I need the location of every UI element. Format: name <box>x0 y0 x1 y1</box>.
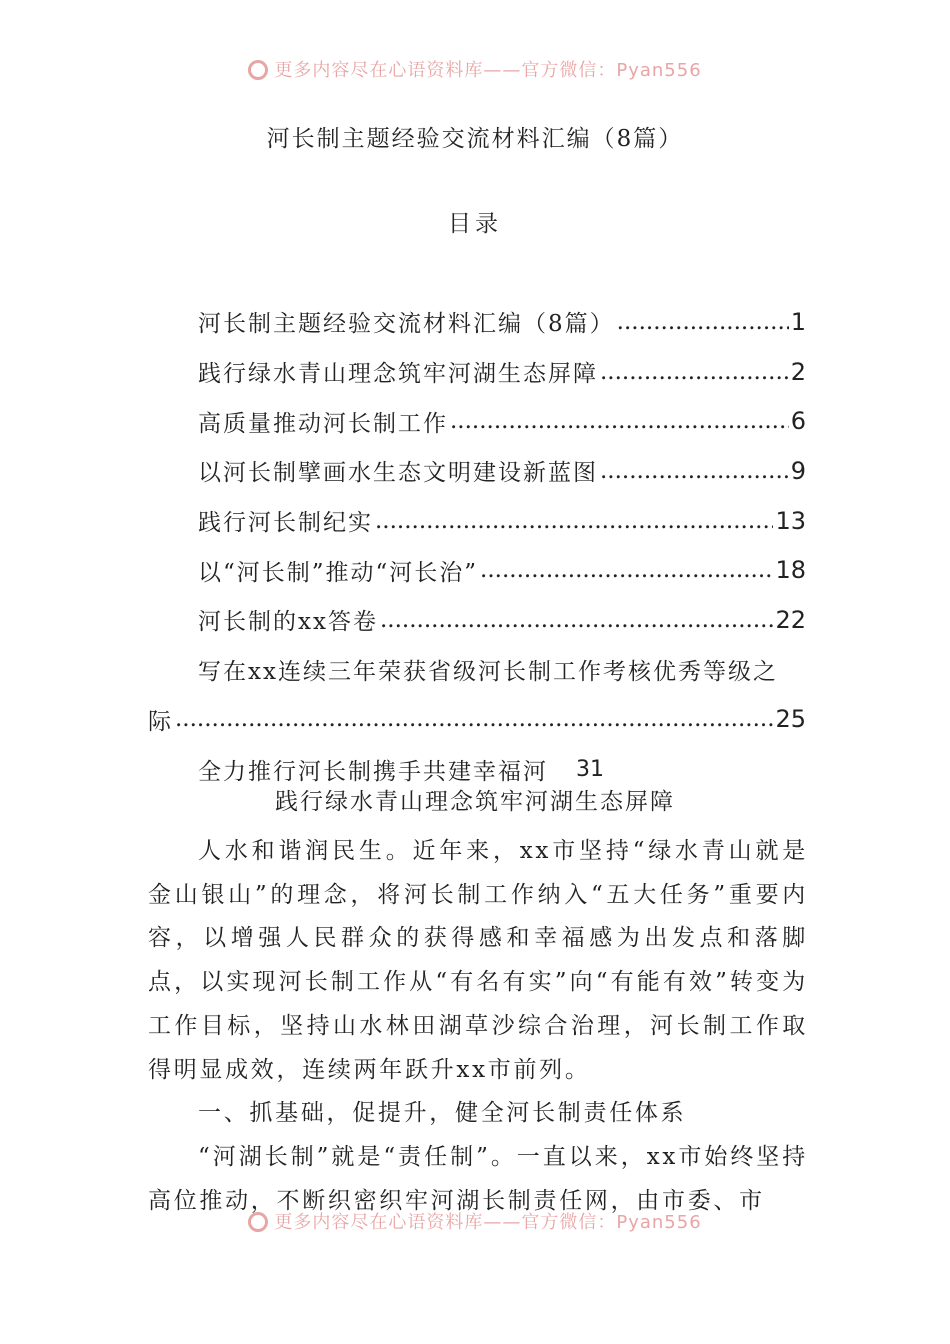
toc-entry-title-continued: 际 <box>148 708 173 735</box>
dot-leader <box>617 309 789 335</box>
dot-leader <box>380 607 774 633</box>
paragraph: “河湖长制”就是“责任制”。一直以来，xx市始终坚持高位推动，不断织密织牢河湖长制责任网，由市委、市 <box>148 1143 808 1214</box>
toc-entry-title: 河长制主题经验交流材料汇编（8篇） <box>198 311 615 338</box>
dot-leader <box>600 359 789 385</box>
toc-entry[interactable] <box>148 545 806 595</box>
body-text <box>148 830 808 1223</box>
watermark-text: 更多内容尽在心语资料库——官方微信：Pyan556 <box>274 60 702 81</box>
toc-entry-page: 31 <box>576 756 604 782</box>
toc-entry-title: 践行绿水青山理念筑牢河湖生态屏障 <box>198 361 598 388</box>
toc-entry-page: 2 <box>790 357 806 386</box>
watermark-top <box>0 56 950 82</box>
section-title: 践行绿水青山理念筑牢河湖生态屏障 <box>275 789 675 815</box>
toc-entry-page: 9 <box>790 456 806 485</box>
toc-entry-title: 以“河长制”推动“河长治” <box>198 559 479 586</box>
toc-entry-title: 全力推行河长制携手共建幸福河 <box>198 758 548 785</box>
toc-entry-title: 践行河长制纪实 <box>198 510 373 537</box>
toc-entry-title: 写在xx连续三年荣获省级河长制工作考核优秀等级之 <box>198 659 778 686</box>
dot-leader <box>600 458 789 484</box>
toc-entry-page: 6 <box>790 407 806 436</box>
toc-entry-title: 以河长制擘画水生态文明建设新蓝图 <box>198 460 598 487</box>
watermark-text: 更多内容尽在心语资料库——官方微信：Pyan556 <box>274 1212 702 1233</box>
logo-icon <box>248 1212 268 1232</box>
paragraph: 人水和谐润民生。近年来，xx市坚持“绿水青山就是金山银山”的理念，将河长制工作纳入“五大任务”重要内容，以增强人民群众的获得感和幸福感为出发点和落脚点，以实现河长制工作从“有名有实”向“有能有效”转变为工作目标，坚持山水林田湖草沙综合治理，河长制工作取得明显成效，连续两年跃升xx市前列。 <box>148 838 808 1083</box>
section-heading: 一、抓基础，促提升，健全河长制责任体系 <box>198 1100 687 1127</box>
toc-entry-page: 1 <box>790 307 806 336</box>
toc-entry-title: 高质量推动河长制工作 <box>198 410 448 437</box>
toc-entry[interactable] <box>148 297 806 347</box>
document-title: 河长制主题经验交流材料汇编（8篇） <box>266 126 684 152</box>
toc-entry[interactable] <box>148 396 806 446</box>
toc-entry-page: 13 <box>775 506 806 535</box>
toc-entry[interactable] <box>148 595 806 645</box>
dot-leader <box>450 408 789 434</box>
dot-leader <box>375 508 773 534</box>
logo-icon <box>248 60 268 80</box>
toc-entry-page: 18 <box>775 556 806 585</box>
table-of-contents <box>148 297 806 794</box>
toc-entry-continued[interactable] <box>148 695 806 745</box>
toc-entry-page: 22 <box>775 605 806 634</box>
toc-entry-page: 25 <box>775 705 806 734</box>
toc-entry[interactable] <box>148 446 806 496</box>
toc-entry[interactable] <box>148 496 806 546</box>
toc-entry-title: 河长制的xx答卷 <box>198 609 378 636</box>
toc-entry[interactable] <box>148 347 806 397</box>
toc-entry[interactable] <box>148 645 806 695</box>
toc-heading: 目录 <box>448 211 502 237</box>
dot-leader <box>175 706 773 732</box>
dot-leader <box>480 557 773 583</box>
watermark-bottom <box>0 1208 950 1234</box>
